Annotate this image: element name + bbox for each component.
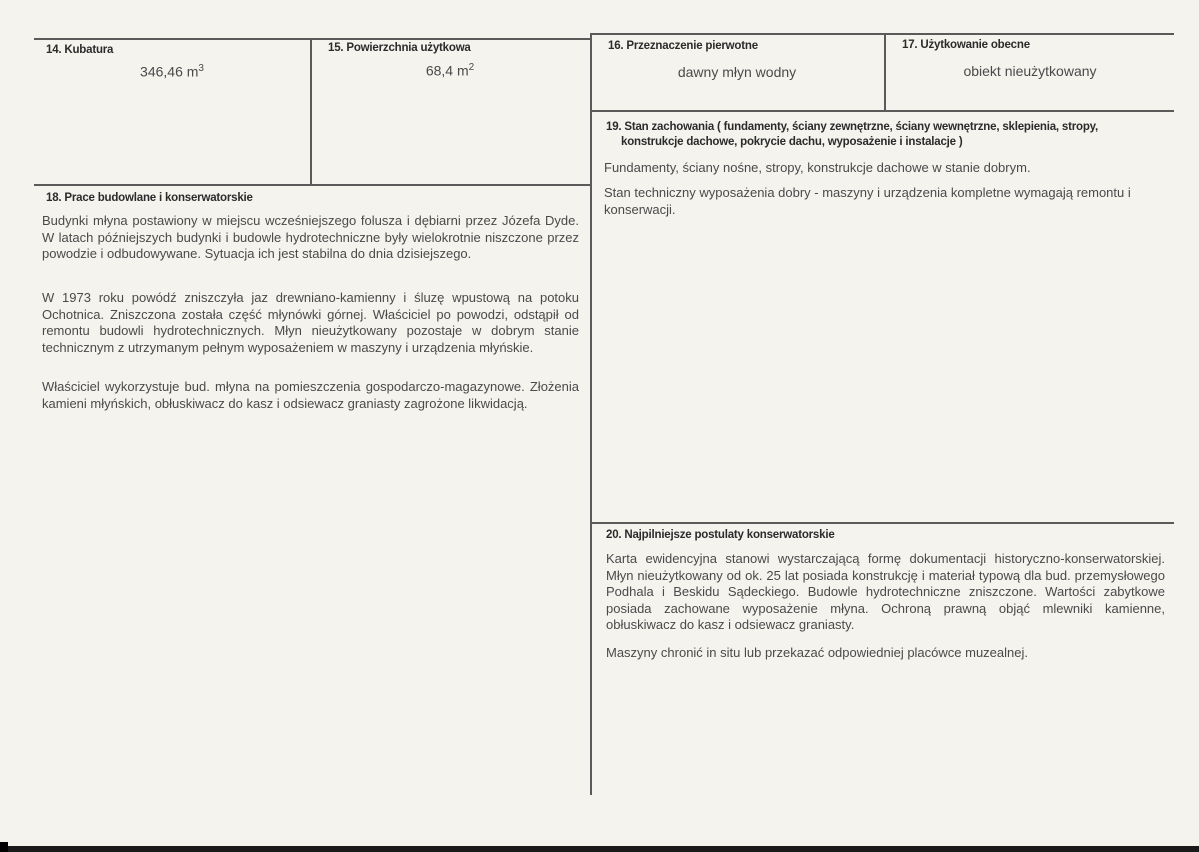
stan-paragraph-2: Stan techniczny wyposażenia dobry - maszyny i urządzenia kompletne wymagają remontu i konserwacji. bbox=[604, 185, 1131, 217]
top-border-left bbox=[34, 38, 590, 40]
stan-label-line2: konstrukcje dachowe, pokrycie dachu, wyposażenie i instalacje ) bbox=[621, 136, 963, 148]
divider-14-15 bbox=[310, 38, 312, 184]
border-above-20 bbox=[590, 522, 1174, 524]
top-border-right bbox=[590, 33, 1174, 35]
stan-paragraph-1: Fundamenty, ściany nośne, stropy, konstrukcje dachowe w stanie dobrym. bbox=[604, 160, 1031, 175]
prace-paragraph-3: Właściciel wykorzystuje bud. młyna na pomieszczenia gospodarczo-magazynowe. Złożenia kamieni młyńskich, obłuskiwacz do kasz i odsiewacz graniasty zagrożone likwidacją. bbox=[42, 379, 579, 411]
prace-label: 18. Prace budowlane i konserwatorskie bbox=[46, 192, 253, 204]
kubatura-unit-sup: 3 bbox=[198, 63, 204, 74]
kubatura-value-text: 346,46 m bbox=[140, 63, 199, 80]
prace-paragraph-1: Budynki młyna postawiony w miejscu wcześniejszego folusza i dębiarni przez Józefa Dyde. W latach późniejszych budynki i budowle hydrotechniczne były wielokrotnie niszczone przez powodzie i odbudowywane. Sytuacja ich jest stabilna do dnia dzisiejszego. bbox=[42, 213, 579, 261]
powierzchnia-value-text: 68,4 m bbox=[425, 62, 469, 79]
powierzchnia-unit-sup: 2 bbox=[468, 62, 475, 73]
border-under-14-15 bbox=[34, 184, 590, 186]
kubatura-value bbox=[36, 63, 308, 80]
przeznaczenie-value: dawny młyn wodny bbox=[677, 64, 797, 80]
postulaty-label: 20. Najpilniejsze postulaty konserwatorskie bbox=[606, 529, 835, 541]
uzytkowanie-label: 17. Użytkowanie obecne bbox=[902, 39, 1030, 51]
stan-label-line1: 19. Stan zachowania ( fundamenty, ściany zewnętrzne, ściany wewnętrzne, sklepienia, stropy, bbox=[606, 121, 1099, 133]
prace-paragraph-2: W 1973 roku powódź zniszczyła jaz drewniano-kamienny i śluzę wpustową na potoku Ochotnica. Zniszczona została część młynówki górnej. Właściciel po powodzi, odstąpił od remontu budowli hydrotechnicznych. Młyn nieużytkowany pozostaje w dobrym stanie technicznym z utrzymanym pełnym wyposażeniem w maszyny i urządzenia młyńskie. bbox=[42, 290, 579, 355]
scan-bottom-edge bbox=[0, 846, 1199, 852]
border-under-16-17 bbox=[590, 110, 1174, 112]
kubatura-label: 14. Kubatura bbox=[46, 44, 114, 56]
scan-corner-mark bbox=[0, 842, 8, 852]
powierzchnia-value bbox=[312, 62, 588, 79]
przeznaczenie-label: 16. Przeznaczenie pierwotne bbox=[608, 40, 758, 52]
divider-center bbox=[590, 33, 592, 795]
postulaty-paragraph-2: Maszyny chronić in situ lub przekazać odpowiedniej placówce muzealnej. bbox=[606, 645, 1028, 660]
postulaty-paragraph-1: Karta ewidencyjna stanowi wystarczającą formę dokumentacji historyczno-konserwatorskiej. Młyn nieużytkowany od ok. 25 lat posiada konstrukcję i materiał typową dla bud. przemysłowego Podhala i Beskidu Sądeckiego. Budowle hydrotechniczne zniszczone. Wartości zabytkowe posiada zachowane wyposażenie młyna. Ochroną prawną objąć mlewniki kamienne, obłuskiwacz do kasz i odsiewacz graniasty. bbox=[606, 551, 1165, 632]
uzytkowanie-value: obiekt nieużytkowany bbox=[963, 63, 1097, 79]
powierzchnia-label: 15. Powierzchnia użytkowa bbox=[328, 42, 471, 54]
